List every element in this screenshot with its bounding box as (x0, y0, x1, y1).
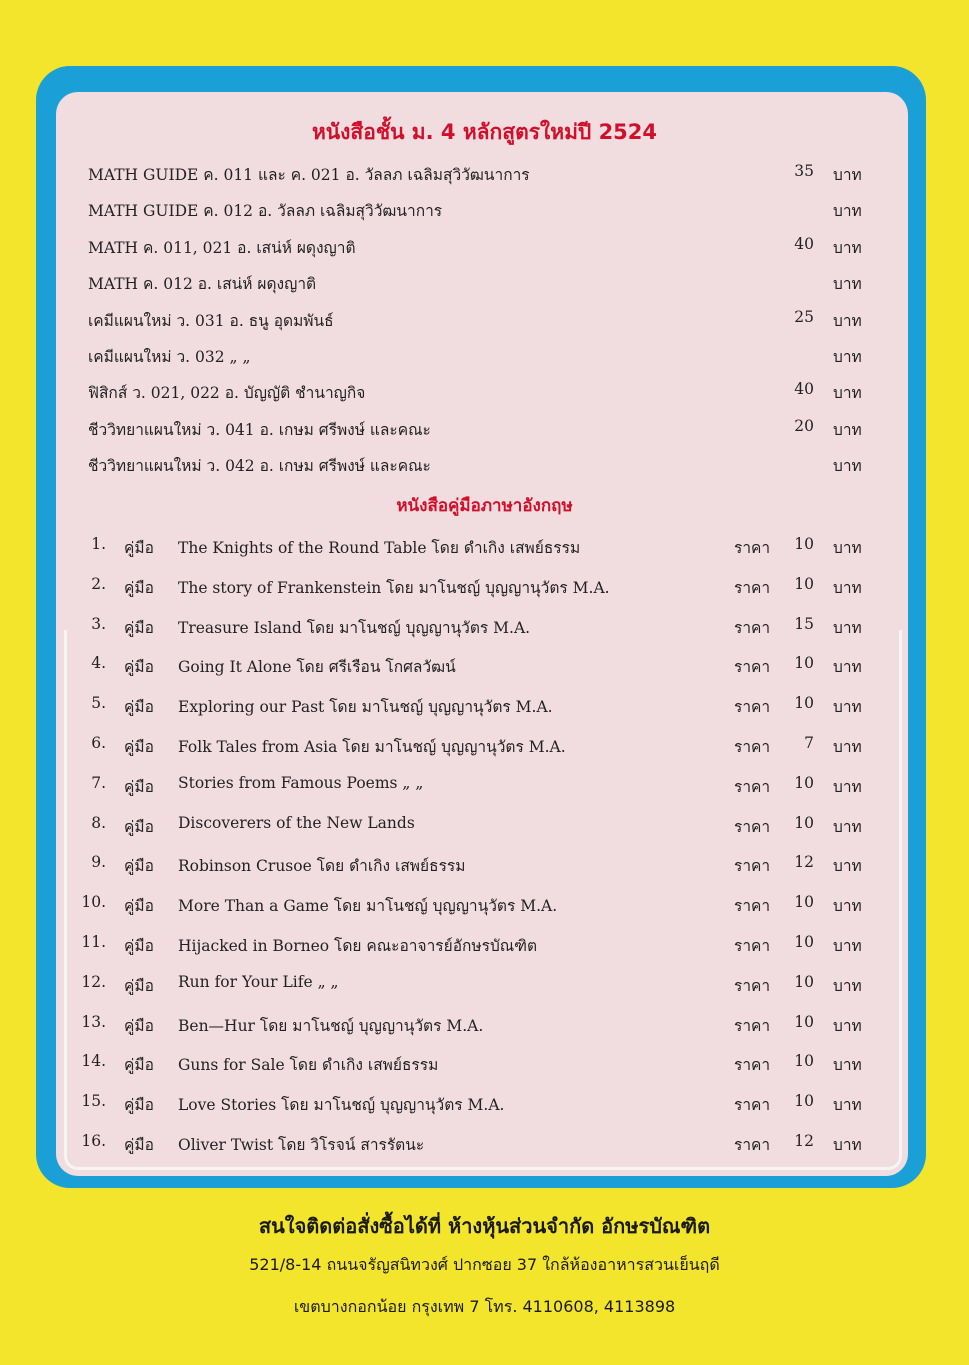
item-number: 6. (91, 734, 106, 752)
price-label: ราคา (734, 1096, 771, 1115)
guide-title: Stories from Famous Poems „ „ (178, 773, 424, 792)
price-label: ราคา (734, 578, 771, 597)
book-row (0, 162, 969, 192)
guide-row (0, 933, 969, 963)
currency-unit: บาท (833, 539, 862, 557)
guide-title: Folk Tales from Asia โดย มาโนชญ์ บุญญานุวัตร M.A. (178, 738, 566, 756)
item-number: 13. (81, 1012, 106, 1031)
guide-row (0, 814, 969, 844)
guide-price: 10 (794, 1092, 814, 1111)
guide-label: คู่มือ (124, 578, 154, 597)
currency-unit: บาท (833, 311, 862, 330)
price-label: ราคา (734, 539, 771, 557)
currency-unit: บาท (833, 618, 862, 637)
guide-price: 10 (794, 1012, 814, 1031)
guide-price: 10 (794, 574, 814, 593)
book-title: ชีววิทยาแผนใหม่ ว. 042 อ. เกษม ศรีพงษ์ และคณะ (88, 457, 431, 476)
item-number: 8. (91, 813, 106, 832)
guide-label: คู่มือ (124, 976, 154, 995)
price-label: ราคา (734, 1016, 771, 1035)
currency-unit: บาท (833, 1136, 862, 1154)
guide-row (0, 1132, 969, 1162)
guide-title: Discoverers of the New Lands (178, 813, 415, 832)
book-price: 35 (794, 162, 814, 180)
price-label: ราคา (734, 698, 771, 717)
price-label: ราคา (734, 976, 771, 995)
price-label: ราคา (734, 738, 771, 756)
price-label: ราคา (734, 1056, 771, 1075)
price-label: ราคา (734, 618, 771, 637)
currency-unit: บาท (833, 1056, 862, 1075)
book-row (0, 235, 969, 265)
item-number: 3. (91, 614, 106, 633)
section1-title: หนังสือชั้น ม. 4 หลักสูตรใหม่ปี 2524 (311, 120, 658, 144)
book-row (0, 344, 969, 374)
item-number: 15. (81, 1092, 106, 1111)
guide-label: คู่มือ (124, 817, 154, 836)
guide-label: คู่มือ (124, 897, 154, 916)
item-number: 2. (91, 574, 106, 593)
guide-price: 10 (794, 893, 814, 912)
guide-title: The story of Frankenstein โดย มาโนชญ์ บุญญานุวัตร M.A. (178, 578, 610, 597)
footer-address: 521/8-14 ถนนจรัญสนิทวงศ์ ปากซอย 37 ใกล้ห้องอาหารสวนเย็นฤดี (249, 1255, 720, 1274)
guide-row (0, 575, 969, 605)
guide-row (0, 1013, 969, 1043)
item-number: 9. (91, 853, 106, 872)
guide-title: The Knights of the Round Table โดย ดำเกิง เสพย์ธรรม (178, 539, 581, 557)
currency-unit: บาท (833, 348, 862, 366)
footer-contact: สนใจติดต่อสั่งซื้อได้ที่ ห้างหุ้นส่วนจำกัด อักษรบัณฑิต (258, 1214, 711, 1238)
item-number: 16. (81, 1132, 106, 1150)
guide-row (0, 853, 969, 883)
currency-unit: บาท (833, 1096, 862, 1115)
currency-unit: บาท (833, 420, 862, 439)
book-row (0, 308, 969, 338)
book-title: MATH GUIDE ค. 011 และ ค. 021 อ. วัลลภ เฉลิมสุวิวัฒนาการ (88, 166, 530, 184)
currency-unit: บาท (833, 777, 862, 796)
price-label: ราคา (734, 658, 771, 677)
item-number: 10. (81, 893, 106, 912)
book-row (0, 380, 969, 410)
currency-unit: บาท (833, 976, 862, 995)
guide-label: คู่มือ (124, 1136, 154, 1154)
item-number: 14. (81, 1052, 106, 1071)
item-number: 7. (91, 773, 106, 792)
guide-row (0, 694, 969, 724)
guide-label: คู่มือ (124, 1016, 154, 1035)
book-price: 40 (794, 380, 814, 399)
guide-row (0, 1092, 969, 1122)
item-number: 1. (91, 535, 106, 553)
item-number: 11. (81, 933, 106, 951)
guide-price: 15 (794, 614, 814, 633)
currency-unit: บาท (833, 457, 862, 476)
guide-title: Going It Alone โดย ศรีเรือน โกศลวัฒน์ (178, 658, 456, 677)
book-price: 25 (794, 307, 814, 326)
guide-title: Run for Your Life „ „ (178, 972, 339, 991)
book-row (0, 198, 969, 228)
currency-unit: บาท (833, 384, 862, 403)
currency-unit: บาท (833, 658, 862, 677)
guide-label: คู่มือ (124, 937, 154, 955)
currency-unit: บาท (833, 937, 862, 955)
currency-unit: บาท (833, 202, 862, 221)
book-title: เคมีแผนใหม่ ว. 032 „ „ (88, 348, 251, 366)
book-row (0, 453, 969, 483)
currency-unit: บาท (833, 1016, 862, 1035)
currency-unit: บาท (833, 578, 862, 597)
footer-phone: เขตบางกอกน้อย กรุงเทพ 7 โทร. 4110608, 4113898 (293, 1297, 676, 1316)
guide-title: Ben—Hur โดย มาโนชญ์ บุญญานุวัตร M.A. (178, 1016, 484, 1035)
book-title: เคมีแผนใหม่ ว. 031 อ. ธนู อุดมพันธ์ (88, 311, 334, 330)
guide-title: Hijacked in Borneo โดย คณะอาจารย์อักษรบัณฑิต (178, 937, 538, 955)
book-title: ชีววิทยาแผนใหม่ ว. 041 อ. เกษม ศรีพงษ์ และคณะ (88, 420, 431, 439)
guide-price: 10 (794, 773, 814, 792)
price-label: ราคา (734, 937, 771, 955)
guide-row (0, 973, 969, 1003)
guide-price: 10 (794, 654, 814, 673)
guide-row (0, 774, 969, 804)
currency-unit: บาท (833, 166, 862, 184)
guide-price: 12 (794, 1132, 814, 1150)
guide-price: 10 (794, 972, 814, 991)
book-row (0, 271, 969, 301)
item-number: 4. (91, 654, 106, 673)
book-price: 40 (794, 234, 814, 253)
guide-label: คู่มือ (124, 1056, 154, 1075)
book-title: MATH GUIDE ค. 012 อ. วัลลภ เฉลิมสุวิวัฒนาการ (88, 202, 443, 221)
currency-unit: บาท (833, 897, 862, 916)
guide-price: 7 (804, 734, 814, 752)
guide-label: คู่มือ (124, 777, 154, 796)
guide-price: 10 (794, 535, 814, 553)
guide-price: 10 (794, 1052, 814, 1071)
guide-label: คู่มือ (124, 698, 154, 717)
currency-unit: บาท (833, 817, 862, 836)
guide-row (0, 893, 969, 923)
guide-label: คู่มือ (124, 1096, 154, 1115)
book-title: MATH ค. 012 อ. เสน่ห์ ผดุงญาติ (88, 275, 317, 294)
guide-label: คู่มือ (124, 658, 154, 677)
price-label: ราคา (734, 897, 771, 916)
item-number: 12. (81, 972, 106, 991)
guide-title: Robinson Crusoe โดย ดำเกิง เสพย์ธรรม (178, 857, 466, 876)
guide-label: คู่มือ (124, 857, 154, 876)
currency-unit: บาท (833, 275, 862, 294)
section2-title: หนังสือคู่มือภาษาอังกฤษ (396, 496, 573, 516)
guide-row (0, 615, 969, 645)
book-title: MATH ค. 011, 021 อ. เสน่ห์ ผดุงญาติ (88, 238, 356, 257)
guide-row (0, 734, 969, 764)
guide-title: Oliver Twist โดย วิโรจน์ สารรัตนะ (178, 1136, 425, 1154)
guide-title: Love Stories โดย มาโนชญ์ บุญญานุวัตร M.A. (178, 1096, 505, 1115)
guide-row (0, 654, 969, 684)
guide-title: More Than a Game โดย มาโนชญ์ บุญญานุวัตร M.A. (178, 897, 558, 916)
guide-price: 12 (794, 853, 814, 872)
guide-label: คู่มือ (124, 618, 154, 637)
currency-unit: บาท (833, 738, 862, 756)
price-label: ราคา (734, 777, 771, 796)
guide-row (0, 1052, 969, 1082)
guide-title: Exploring our Past โดย มาโนชญ์ บุญญานุวัตร M.A. (178, 698, 553, 717)
price-label: ราคา (734, 817, 771, 836)
guide-title: Guns for Sale โดย ดำเกิง เสพย์ธรรม (178, 1056, 439, 1075)
guide-price: 10 (794, 694, 814, 713)
book-price: 20 (794, 416, 814, 435)
currency-unit: บาท (833, 238, 862, 257)
item-number: 5. (91, 694, 106, 713)
guide-row (0, 535, 969, 565)
guide-label: คู่มือ (124, 738, 154, 756)
currency-unit: บาท (833, 857, 862, 876)
book-row (0, 417, 969, 447)
guide-label: คู่มือ (124, 539, 154, 557)
price-label: ราคา (734, 857, 771, 876)
guide-price: 10 (794, 933, 814, 951)
guide-price: 10 (794, 813, 814, 832)
guide-title: Treasure Island โดย มาโนชญ์ บุญญานุวัตร M.A. (178, 618, 531, 637)
price-label: ราคา (734, 1136, 771, 1154)
currency-unit: บาท (833, 698, 862, 717)
book-title: ฟิสิกส์ ว. 021, 022 อ. บัญญัติ ชำนาญกิจ (88, 384, 366, 403)
